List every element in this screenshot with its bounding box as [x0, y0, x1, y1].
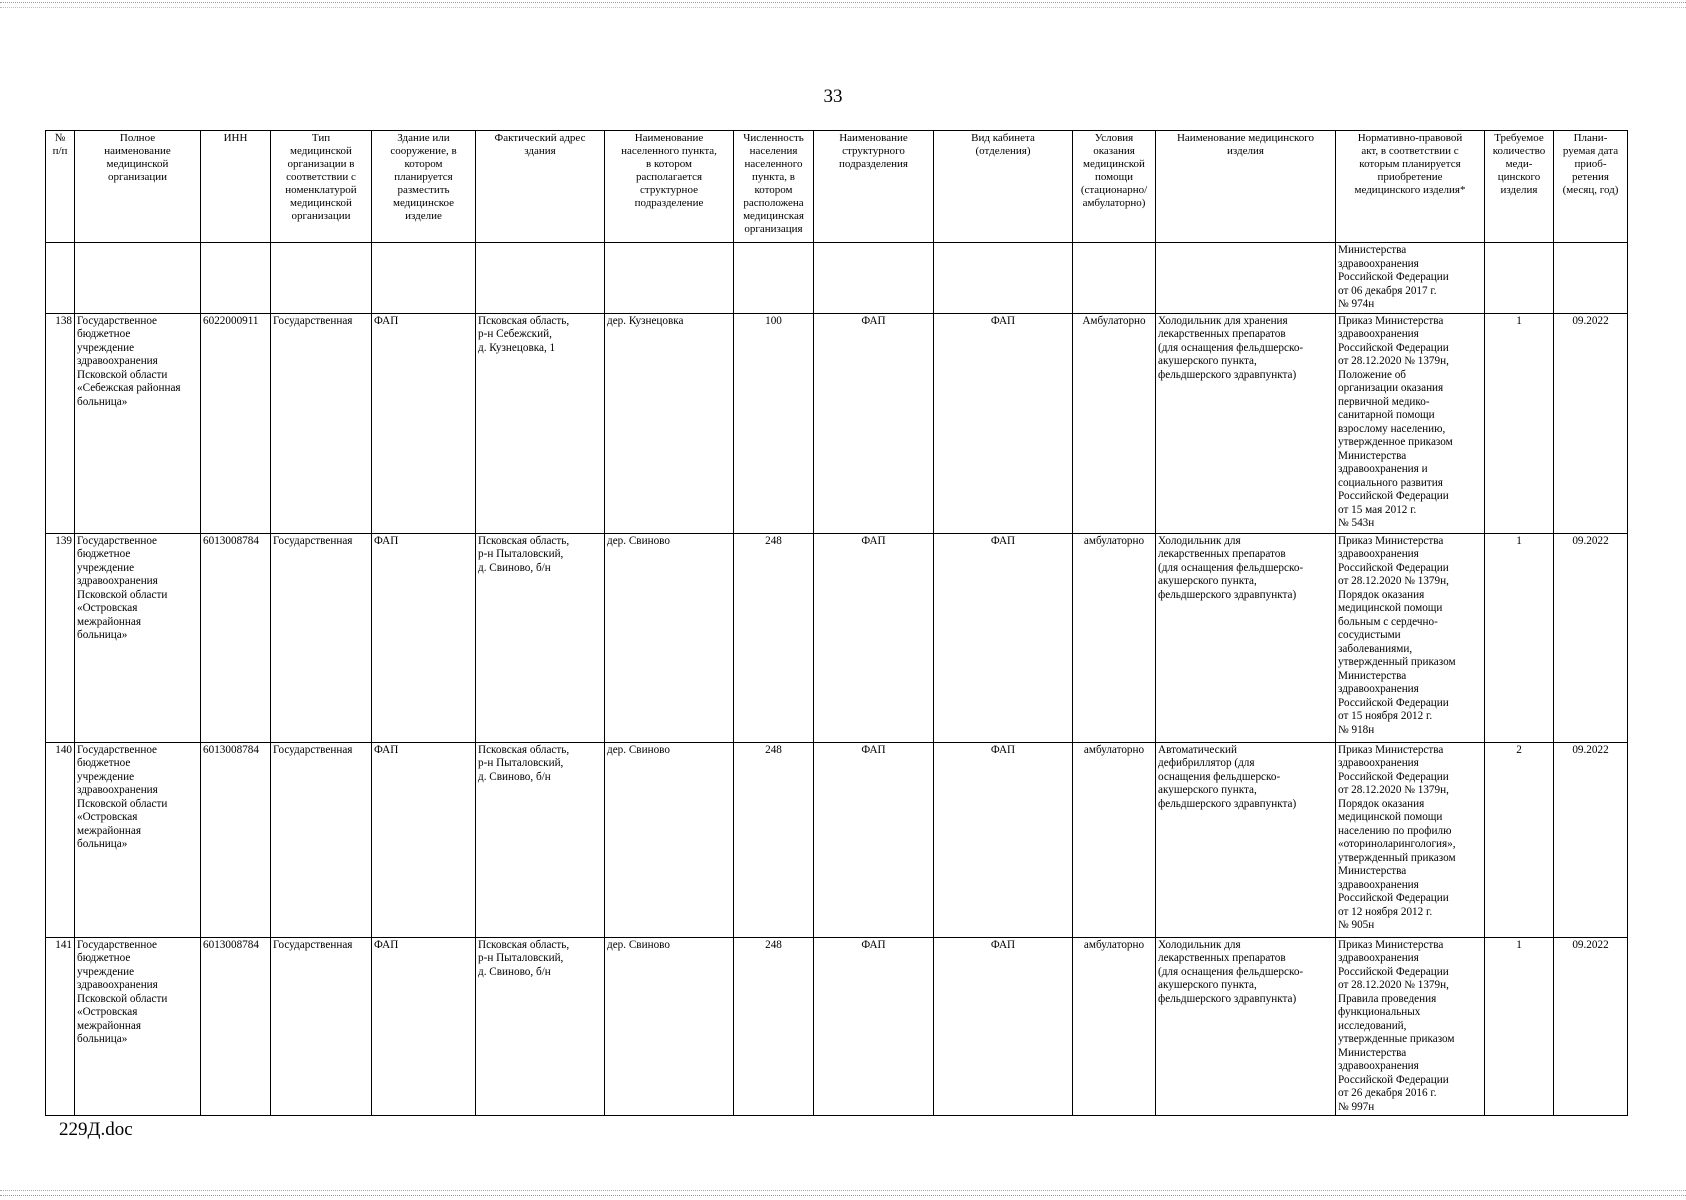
address: Псковская область, р-н Пыталовский, д. Свиново, б/н: [476, 533, 605, 742]
purchase-date: 09.2022: [1554, 937, 1628, 1116]
address: Псковская область, р-н Пыталовский, д. Свиново, б/н: [476, 742, 605, 937]
empty-cell: [934, 243, 1073, 314]
org-type: Государственная: [271, 742, 372, 937]
inn-value: 6013008784: [201, 742, 271, 937]
legal-act: Приказ Министерства здравоохранения Российской Федерации от 28.12.2020 № 1379н, Порядок оказания медицинской помощи больным с сердечно- сосудистыми заболеваниями, утвержденный приказом Министерства здравоохранения Российской Федерации от 15 ноября 2012 г. № 918н: [1336, 533, 1485, 742]
address: Псковская область, р-н Себежский, д. Кузнецовка, 1: [476, 313, 605, 533]
inn-value: 6022000911: [201, 313, 271, 533]
care-conditions: амбулаторно: [1073, 742, 1156, 937]
building: ФАП: [372, 313, 476, 533]
settlement: дер. Свиново: [605, 937, 734, 1116]
column-header-address: Фактический адрес здания: [476, 131, 605, 243]
device-name: Холодильник для лекарственных препаратов (для оснащения фельдшерско- акушерского пункта, фельдшерского здравпункта): [1156, 533, 1336, 742]
quantity: 1: [1485, 937, 1554, 1116]
empty-cell: [1073, 243, 1156, 314]
quantity: 1: [1485, 313, 1554, 533]
scan-edge-top: [0, 2, 1686, 8]
settlement: дер. Свиново: [605, 742, 734, 937]
cabinet-type: ФАП: [934, 742, 1073, 937]
cabinet-type: ФАП: [934, 313, 1073, 533]
population: 248: [734, 742, 814, 937]
empty-cell: [1156, 243, 1336, 314]
purchase-date: 09.2022: [1554, 533, 1628, 742]
empty-cell: [476, 243, 605, 314]
row-number: 141: [46, 937, 75, 1116]
column-header-device: Наименование медицинского изделия: [1156, 131, 1336, 243]
settlement: дер. Кузнецовка: [605, 313, 734, 533]
inn-value: 6013008784: [201, 533, 271, 742]
column-header-date: Плани- руемая дата приоб- ретения (месяц, год): [1554, 131, 1628, 243]
care-conditions: Амбулаторно: [1073, 313, 1156, 533]
structural-unit: ФАП: [814, 742, 934, 937]
table-row: [46, 313, 1628, 533]
building: ФАП: [372, 742, 476, 937]
empty-cell: [1554, 243, 1628, 314]
address: Псковская область, р-н Пыталовский, д. Свиново, б/н: [476, 937, 605, 1116]
column-header-organization: Полное наименование медицинской организации: [75, 131, 201, 243]
purchase-date: 09.2022: [1554, 313, 1628, 533]
empty-cell: [814, 243, 934, 314]
empty-cell: [372, 243, 476, 314]
column-header-unit: Наименование структурного подразделения: [814, 131, 934, 243]
table-header-row: [46, 131, 1628, 243]
row-number: 139: [46, 533, 75, 742]
continuation-row: [46, 243, 1628, 314]
purchase-date: 09.2022: [1554, 742, 1628, 937]
population: 248: [734, 533, 814, 742]
building: ФАП: [372, 937, 476, 1116]
organization-name: Государственное бюджетное учреждение здравоохранения Псковской области «Островская межрайонная больница»: [75, 937, 201, 1116]
equipment-table: [45, 130, 1628, 1116]
cabinet-type: ФАП: [934, 533, 1073, 742]
structural-unit: ФАП: [814, 313, 934, 533]
page-number: 33: [823, 86, 843, 107]
device-name: Холодильник для лекарственных препаратов (для оснащения фельдшерско- акушерского пункта, фельдшерского здравпункта): [1156, 937, 1336, 1116]
device-name: Автоматический дефибриллятор (для оснащения фельдшерско- акушерского пункта, фельдшерского здравпункта): [1156, 742, 1336, 937]
legal-act: Приказ Министерства здравоохранения Российской Федерации от 28.12.2020 № 1379н, Положение об организации оказания первичной медико- санитарной помощи взрослому населению, утвержденное приказом Министерства здравоохранения и социального развития Российской Федерации от 15 мая 2012 г. № 543н: [1336, 313, 1485, 533]
organization-name: Государственное бюджетное учреждение здравоохранения Псковской области «Островская межрайонная больница»: [75, 742, 201, 937]
population: 100: [734, 313, 814, 533]
care-conditions: амбулаторно: [1073, 533, 1156, 742]
structural-unit: ФАП: [814, 533, 934, 742]
document-filename: 229Д.doc: [59, 1119, 133, 1140]
empty-cell: [201, 243, 271, 314]
empty-cell: [605, 243, 734, 314]
legal-act: Приказ Министерства здравоохранения Российской Федерации от 28.12.2020 № 1379н, Порядок оказания медицинской помощи населению по профилю «оториноларингология», утвержденный приказом Министерства здравоохранения Российской Федерации от 12 ноября 2012 г. № 905н: [1336, 742, 1485, 937]
structural-unit: ФАП: [814, 937, 934, 1116]
population: 248: [734, 937, 814, 1116]
column-header-building: Здание или сооружение, в котором планируется разместить медицинское изделие: [372, 131, 476, 243]
legal-act: Приказ Министерства здравоохранения Российской Федерации от 28.12.2020 № 1379н, Правила проведения функциональных исследований, утвержденные приказом Министерства здравоохранения Российской Федерации от 26 декабря 2016 г. № 997н: [1336, 937, 1485, 1116]
column-header-number: № п/п: [46, 131, 75, 243]
column-header-settlement: Наименование населенного пункта, в котором располагается структурное подразделение: [605, 131, 734, 243]
organization-name: Государственное бюджетное учреждение здравоохранения Псковской области «Островская межрайонная больница»: [75, 533, 201, 742]
column-header-population: Численность населения населенного пункта, в котором расположена медицинская организация: [734, 131, 814, 243]
empty-cell: [271, 243, 372, 314]
quantity: 1: [1485, 533, 1554, 742]
column-header-legal-act: Нормативно-правовой акт, в соответствии с которым планируется приобретение медицинского изделия*: [1336, 131, 1485, 243]
row-number: 138: [46, 313, 75, 533]
cabinet-type: ФАП: [934, 937, 1073, 1116]
org-type: Государственная: [271, 937, 372, 1116]
empty-cell: [734, 243, 814, 314]
table-row: [46, 533, 1628, 742]
continuation-legal-act: Министерства здравоохранения Российской Федерации от 06 декабря 2017 г. № 974н: [1336, 243, 1485, 314]
column-header-org-type: Тип медицинской организации в соответствии с номенклатурой медицинской организации: [271, 131, 372, 243]
org-type: Государственная: [271, 313, 372, 533]
row-number: 140: [46, 742, 75, 937]
table-row: [46, 742, 1628, 937]
building: ФАП: [372, 533, 476, 742]
column-header-cabinet: Вид кабинета (отделения): [934, 131, 1073, 243]
column-header-inn: ИНН: [201, 131, 271, 243]
column-header-conditions: Условия оказания медицинской помощи (стационарно/ амбулаторно): [1073, 131, 1156, 243]
empty-cell: [46, 243, 75, 314]
settlement: дер. Свиново: [605, 533, 734, 742]
quantity: 2: [1485, 742, 1554, 937]
inn-value: 6013008784: [201, 937, 271, 1116]
table-row: [46, 937, 1628, 1116]
scan-edge-bottom: [0, 1190, 1686, 1196]
column-header-quantity: Требуемое количество меди- цинского изделия: [1485, 131, 1554, 243]
device-name: Холодильник для хранения лекарственных препаратов (для оснащения фельдшерско- акушерского пункта, фельдшерского здравпункта): [1156, 313, 1336, 533]
organization-name: Государственное бюджетное учреждение здравоохранения Псковской области «Себежская районная больница»: [75, 313, 201, 533]
empty-cell: [75, 243, 201, 314]
org-type: Государственная: [271, 533, 372, 742]
empty-cell: [1485, 243, 1554, 314]
care-conditions: амбулаторно: [1073, 937, 1156, 1116]
